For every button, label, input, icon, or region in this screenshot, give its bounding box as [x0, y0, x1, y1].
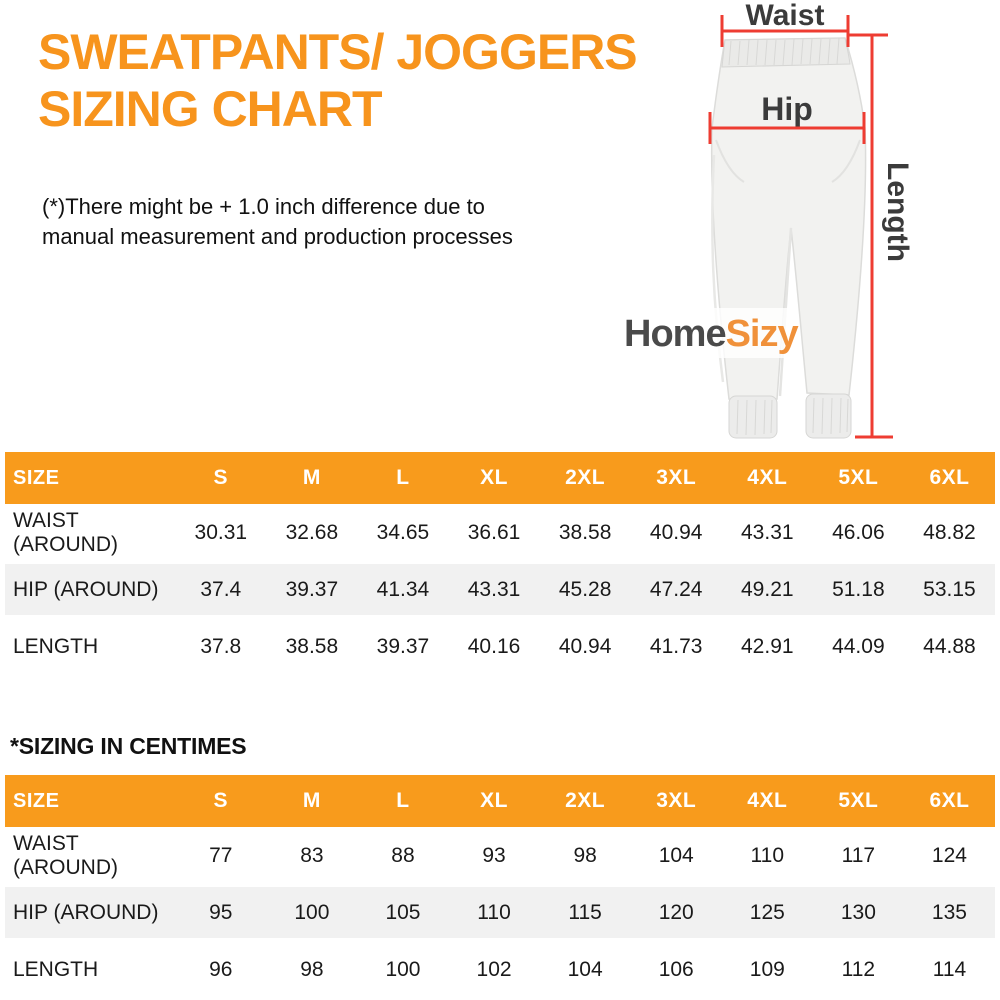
title-line-1: SWEATPANTS/ JOGGERS — [38, 24, 637, 80]
table-cell: 112 — [841, 957, 876, 981]
brand-logo — [618, 308, 798, 358]
svg-text:HomeSizy — [624, 313, 798, 355]
table-cell: 120 — [658, 900, 694, 924]
table-cell: 51.18 — [832, 577, 885, 601]
row-label: WAIST (AROUND) — [13, 508, 118, 556]
column-header-3xl: 3XL — [656, 466, 697, 489]
note-line-2: manual measurement and production processes — [42, 223, 513, 249]
column-header-s: S — [213, 789, 229, 812]
table-cell: 44.09 — [832, 634, 885, 658]
length-label: Length — [881, 162, 914, 262]
table-cell: 102 — [476, 957, 512, 981]
table-cell: 104 — [658, 843, 694, 867]
table-cell: 40.94 — [649, 520, 703, 544]
column-header-6xl: 6XL — [929, 466, 970, 489]
sizing-table-centimeters — [5, 775, 995, 998]
row-label: WAIST (AROUND) — [13, 831, 118, 879]
note-line-1: (*)There might be + 1.0 inch difference due to — [42, 194, 485, 219]
table-cell: 100 — [294, 900, 330, 924]
table-cell: 105 — [385, 900, 421, 924]
column-header-2xl: 2XL — [565, 466, 606, 489]
hip-label: Hip — [761, 91, 813, 127]
page-title — [38, 24, 637, 138]
table-cell: 110 — [750, 843, 785, 867]
table-cell: 47.24 — [649, 577, 703, 601]
table-row-waist-cm — [5, 827, 995, 884]
table-cell: 117 — [841, 843, 876, 867]
column-header-3xl: 3XL — [656, 789, 697, 812]
column-header-5xl: 5XL — [838, 789, 879, 812]
table-cell: 100 — [385, 957, 421, 981]
waist-label: Waist — [745, 0, 825, 32]
column-header-s: S — [213, 466, 229, 489]
column-header-4xl: 4XL — [747, 466, 788, 489]
column-header-size: SIZE — [13, 466, 60, 489]
table-cell: 130 — [840, 900, 876, 924]
table-cell: 32.68 — [285, 520, 339, 544]
measurement-note — [42, 192, 513, 251]
table-cell: 104 — [567, 957, 603, 981]
table-row-length-inches — [5, 618, 995, 675]
table-cell: 43.31 — [467, 577, 521, 601]
table-cell: 39.37 — [376, 634, 430, 658]
centimeters-heading: *SIZING IN CENTIMES — [10, 733, 247, 759]
table-header-row — [5, 452, 995, 504]
table-cell: 37.8 — [200, 634, 242, 658]
column-header-m: M — [302, 466, 321, 489]
title-line-2: SIZING CHART — [38, 81, 382, 137]
column-header-xl: XL — [480, 466, 508, 489]
column-header-xl: XL — [480, 789, 508, 812]
table-row-hip-cm — [5, 884, 995, 941]
column-header-size: SIZE — [13, 789, 60, 812]
table-cell: 109 — [749, 957, 785, 981]
table-cell: 77 — [209, 843, 233, 867]
table-row-hip-inches — [5, 561, 995, 618]
table-cell: 34.65 — [376, 520, 430, 544]
table-cell: 95 — [209, 900, 233, 924]
table-cell: 88 — [391, 843, 415, 867]
table-cell: 41.73 — [649, 634, 703, 658]
logo-text-sizy: Sizy — [725, 313, 798, 355]
column-header-6xl: 6XL — [929, 789, 970, 812]
row-label: LENGTH — [13, 957, 99, 981]
pants-measurement-diagram — [610, 0, 1000, 452]
table-cell: 93 — [482, 843, 506, 867]
table-cell: 49.21 — [741, 577, 794, 601]
table-cell: 53.15 — [923, 577, 976, 601]
row-label: HIP (AROUND) — [13, 900, 159, 924]
table-cell: 40.16 — [467, 634, 521, 658]
table-header-row — [5, 775, 995, 827]
row-label: LENGTH — [13, 634, 99, 658]
table-cell: 36.61 — [467, 520, 521, 544]
table-cell: 43.31 — [741, 520, 794, 544]
table-row-waist-inches — [5, 504, 995, 561]
table-cell: 30.31 — [194, 520, 248, 544]
table-cell: 40.94 — [558, 634, 612, 658]
sizing-table-inches — [5, 452, 995, 675]
table-cell: 48.82 — [923, 520, 976, 544]
column-header-l: L — [396, 789, 410, 812]
table-cell: 83 — [300, 843, 324, 867]
table-cell: 98 — [300, 957, 324, 981]
table-cell: 41.34 — [376, 577, 430, 601]
table-cell: 106 — [658, 957, 694, 981]
table-cell: 135 — [931, 900, 967, 924]
table-cell: 110 — [477, 900, 511, 924]
table-cell: 125 — [749, 900, 785, 924]
table-cell: 42.91 — [741, 634, 794, 658]
logo-text-home: Home — [624, 313, 726, 355]
table-cell: 45.28 — [558, 577, 612, 601]
table-cell: 46.06 — [832, 520, 885, 544]
column-header-4xl: 4XL — [747, 789, 788, 812]
table-cell: 114 — [932, 957, 967, 981]
table-cell: 96 — [209, 957, 233, 981]
size-tables-section — [0, 452, 1000, 998]
table-cell: 98 — [573, 843, 597, 867]
table-cell: 37.4 — [200, 577, 242, 601]
column-header-m: M — [302, 789, 321, 812]
table-cell: 38.58 — [558, 520, 612, 544]
table-cell: 39.37 — [285, 577, 339, 601]
row-label: HIP (AROUND) — [13, 577, 159, 601]
column-header-l: L — [396, 466, 410, 489]
table-cell: 38.58 — [285, 634, 339, 658]
table-cell: 44.88 — [923, 634, 976, 658]
table-cell: 124 — [931, 843, 967, 867]
column-header-2xl: 2XL — [565, 789, 606, 812]
table-cell: 115 — [568, 900, 602, 924]
column-header-5xl: 5XL — [838, 466, 879, 489]
table-row-length-cm — [5, 941, 995, 998]
